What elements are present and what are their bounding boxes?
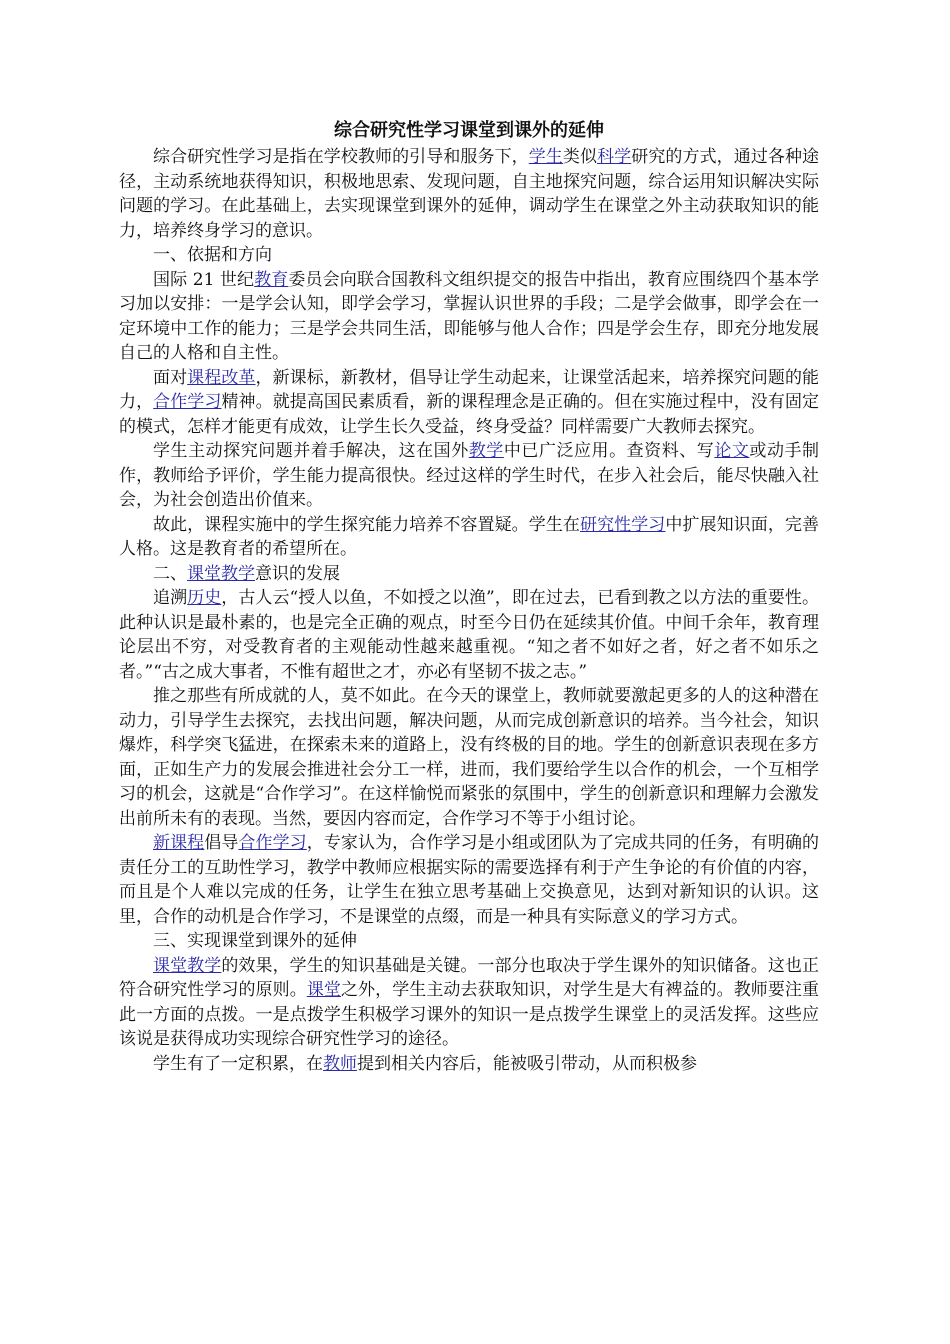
paragraph-text: 类似 — [562, 147, 598, 167]
paragraph-text: 中已广泛应用。查资料、写 — [503, 441, 715, 461]
paragraph — [119, 586, 819, 684]
inline-link[interactable]: 课堂教学 — [187, 563, 255, 584]
inline-link[interactable]: 论文 — [714, 441, 750, 461]
paragraph-text: 精神。就提高国民素质看，新的课程理念是正确的。但在实施过程中，没有固定的模式，怎样才能更有成效，让学生长久受益，终身受益？同样需要广大教师去探究。 — [119, 392, 820, 437]
paragraph-text: 提到相关内容后，能被吸引带动，从而积极参 — [357, 1053, 697, 1074]
paragraph-text: 中扩展知识面，完善人格。这是教育者的希望所在。 — [119, 514, 820, 559]
inline-link[interactable]: 学生 — [528, 147, 563, 167]
inline-link[interactable]: 课堂 — [306, 980, 341, 1000]
paragraph-list — [119, 145, 819, 1076]
inline-link[interactable]: 教师 — [323, 1053, 357, 1074]
paragraph-text: ，专家认为，合作学习是小组或团队为了完成共同的任务，有明确的责任分工的互助性学习，教学中教师应根据实际的需要选择有利于产生争论的有价值的内容，而且是个人难以完成的任务，让学生在独立思考基础上交换意见，达到对新知识的认识。这里，合作的动机是合作学习，不是课堂的点缀，而是一种具有实际意义的学习方式。 — [119, 833, 820, 927]
paragraph — [119, 268, 819, 366]
paragraph — [119, 145, 819, 243]
paragraph-text: 面对 — [153, 367, 188, 388]
paragraph-text: 或动手制作，教师给予评价，学生能力提高很快。经过这样的学生时代，在步入社会后，能尽快融入社会，为社会创造出价值来。 — [119, 441, 820, 510]
inline-link[interactable]: 科学 — [597, 147, 632, 167]
paragraph-text: 追溯 — [153, 588, 188, 608]
paragraph — [119, 684, 819, 831]
paragraph-text: 委员会向联合国教科文组织提交的报告中指出，教育应围绕四个基本学习加以安排：一是学会认知，即学会学习，掌握认识世界的手段；二是学会做事，即学会在一定环境中工作的能力；三是学会共同生活，即能够与他人合作；四是学会生存，即充分地发展自己的人格和自主性。 — [119, 269, 820, 363]
paragraph-text: 研究的方式，通过各种途径，主动系统地获得知识，积极地思索、发现问题，自主地探究问题，综合运用知识解决实际问题的学习。在此基础上，去实现课堂到课外的延伸，调动学生在课堂之外主动获取知识的能力，培养终身学习的意识。 — [119, 147, 820, 241]
paragraph — [119, 1052, 819, 1077]
inline-link[interactable]: 课程改革 — [187, 367, 256, 388]
paragraph — [119, 439, 819, 513]
paragraph-text: ，古人云“授人以鱼，不如授之以渔”，即在过去，已看到教之以方法的重要性。此种认识是最朴素的，也是完全正确的观点，时至今日仍在延续其价值。中间千余年，教育理论层出不穷，对受教育者的主观能动性越来越重视。“知之者不如好之者，好之者不如乐之者。”“古之成大事者，不惟有超世之才，亦必有坚韧不拔之志。” — [119, 588, 820, 682]
paragraph-text: 意识的发展 — [255, 563, 340, 584]
paragraph — [119, 954, 819, 1052]
paragraph-text: 之外，学生主动去获取知识，对学生是大有裨益的。教师要注重此一方面的点拨。一是点拨学生积极学习课外的知识一是点拨学生课堂上的灵活发挥。这些应该说是获得成功实现综合研究性学习的途径。 — [119, 980, 820, 1049]
document-body — [119, 117, 819, 1076]
paragraph-text: 二、 — [153, 563, 187, 584]
inline-link[interactable]: 合作学习 — [238, 833, 307, 853]
paragraph-text: 学生主动探究问题并着手解决，这在国外 — [153, 441, 469, 461]
inline-link[interactable]: 合作学习 — [153, 392, 222, 412]
inline-link[interactable]: 课堂教学 — [153, 955, 222, 976]
paragraph — [119, 243, 819, 268]
paragraph — [119, 929, 819, 954]
paragraph-text: 综合研究性学习是指在学校教师的引导和服务下， — [153, 147, 529, 167]
paragraph — [119, 562, 819, 587]
paragraph-text: 一、依据和方向 — [153, 245, 272, 265]
paragraph-text: 倡导 — [204, 833, 239, 853]
inline-link[interactable]: 新课程 — [153, 833, 205, 853]
inline-link[interactable]: 教学 — [468, 441, 504, 461]
paragraph-text: 故此，课程实施中的学生探究能力培养不容置疑。学生在 — [153, 514, 580, 535]
paragraph-text: 学生有了一定积累，在 — [153, 1053, 323, 1074]
paragraph-text: ，新课标，新教材，倡导让学生动起来，让课堂活起来，培养探究问题的能力， — [119, 367, 820, 412]
inline-link[interactable]: 研究性学习 — [579, 514, 666, 535]
paragraph — [119, 831, 819, 929]
paragraph-text: 的效果，学生的知识基础是关键。一部分也取决于学生课外的知识储备。这也正符合研究性学习的原则。 — [119, 955, 820, 1000]
paragraph-text: 三、实现课堂到课外的延伸 — [153, 931, 357, 951]
inline-link[interactable]: 历史 — [187, 588, 222, 608]
paragraph-text: 推之那些有所成就的人，莫不如此。在今天的课堂上，教师就要激起更多的人的这种潜在动力，引导学生去探究，去找出问题，解决问题，从而完成创新意识的培养。当今社会，知识爆炸，科学突飞猛进，在探索未来的道路上，没有终极的目的地。学生的创新意识表现在多方面，正如生产力的发展会推进社会分工一样，进而，我们要给学生以合作的机会，一个互相学习的机会，这就是“合作学习”。在这样愉悦而紧张的氛围中，学生的创新意识和理解力会激发出前所未有的表现。当然，要因内容而定，合作学习不等于小组讨论。 — [119, 686, 819, 829]
paragraph — [119, 366, 819, 440]
paragraph-text: 国际 21 世纪 — [153, 269, 255, 290]
document-title: 综合研究性学习课堂到课外的延伸 — [334, 120, 604, 141]
paragraph — [119, 513, 819, 562]
inline-link[interactable]: 教育 — [254, 269, 289, 290]
